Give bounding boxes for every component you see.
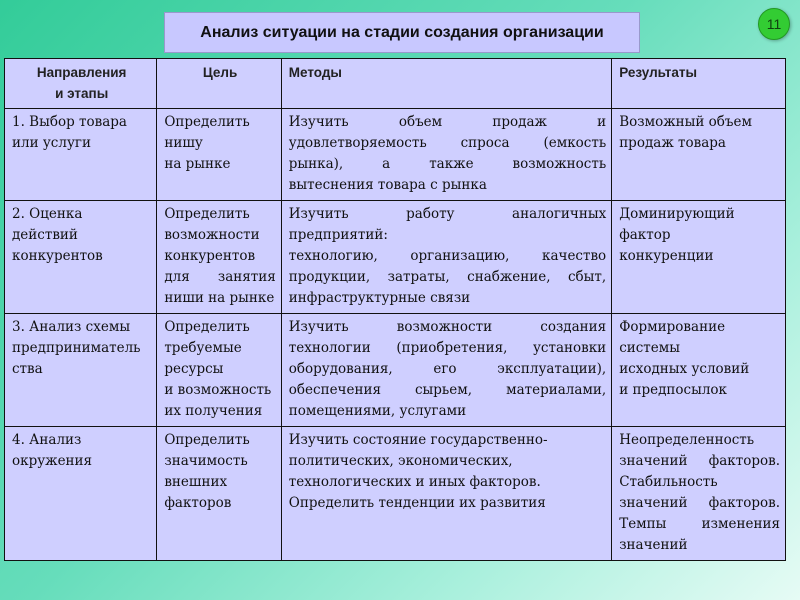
cell-line: ресурсы [164, 361, 224, 377]
cell-direction [5, 314, 157, 427]
cell-line: рынка), а также возможность [288, 156, 607, 172]
cell-methods [281, 427, 611, 561]
cell-line: значений факторов. [619, 495, 780, 511]
cell-line: продукции, затраты, снабжение, сбыт, [288, 269, 607, 285]
cell-line: значимость [164, 453, 248, 469]
cell-results [612, 201, 786, 314]
cell-line: Стабильность [619, 474, 718, 490]
cell-line: Доминирующий [619, 206, 735, 222]
cell-line: продаж товара [619, 135, 726, 151]
table-row [5, 427, 786, 561]
header-methods: Методы [281, 59, 611, 109]
cell-goal [157, 427, 281, 561]
cell-line: внешних [164, 474, 228, 490]
cell-line: ниши на рынке [164, 290, 275, 306]
cell-results [612, 427, 786, 561]
cell-line: Определить [164, 432, 250, 448]
cell-line: технологических и иных факторов. [288, 474, 541, 490]
cell-line: Изучить объем продаж и [288, 114, 607, 130]
cell-line: окружения [12, 453, 93, 469]
cell-goal [157, 109, 281, 201]
cell-line: факторов [164, 495, 232, 511]
cell-line: системы [619, 340, 681, 356]
cell-line: Неопределенность [619, 432, 755, 448]
cell-line: значений факторов. [619, 453, 780, 469]
cell-line: технологии (приобретения, установки [288, 340, 607, 356]
cell-line: помещениями, услугами [288, 403, 467, 419]
cell-line: обеспечения сырьем, материалами, [288, 382, 607, 398]
cell-line: предприятий: [288, 227, 388, 243]
cell-line: Изучить работу аналогичных [288, 206, 607, 222]
cell-line: конкурентов [164, 248, 256, 264]
cell-line: или услуги [12, 135, 91, 151]
table-row [5, 201, 786, 314]
header-directions [5, 59, 157, 109]
page-number-badge: 11 [758, 8, 790, 40]
cell-line: исходных условий [619, 361, 750, 377]
cell-methods [281, 314, 611, 427]
cell-results [612, 109, 786, 201]
cell-line: значений [619, 537, 688, 553]
header-directions-line: и этапы [55, 86, 109, 101]
cell-line: технологию, организацию, качество [288, 248, 607, 264]
cell-line: политических, экономических, [288, 453, 513, 469]
cell-line: инфраструктурные связи [288, 290, 471, 306]
header-results: Результаты [612, 59, 786, 109]
cell-direction [5, 201, 157, 314]
cell-direction [5, 427, 157, 561]
cell-line: для занятия [164, 269, 276, 285]
cell-line: Изучить возможности создания [288, 319, 607, 335]
cell-direction [5, 109, 157, 201]
cell-line: 4. Анализ [12, 432, 82, 448]
cell-line: требуемые [164, 340, 242, 356]
cell-line: Определить тенденции их развития [288, 495, 546, 511]
cell-line: Определить [164, 114, 250, 130]
cell-line: их получения [164, 403, 263, 419]
cell-line: предприниматель [12, 340, 141, 356]
cell-methods [281, 109, 611, 201]
cell-line: 1. Выбор товара [12, 114, 127, 130]
cell-goal [157, 314, 281, 427]
cell-line: Темпы изменения [619, 516, 780, 532]
slide-title: Анализ ситуации на стадии создания организации [164, 12, 640, 53]
cell-line: Определить [164, 319, 250, 335]
cell-line: вытеснения товара с рынка [288, 177, 487, 193]
cell-line: и возможность [164, 382, 272, 398]
cell-line: конкурентов [12, 248, 103, 264]
cell-line: нишу [164, 135, 203, 151]
header-directions-line: Направления [36, 65, 127, 80]
cell-line: возможности [164, 227, 260, 243]
cell-results [612, 314, 786, 427]
cell-line: на рынке [164, 156, 231, 172]
cell-line: фактор [619, 227, 671, 243]
cell-line: 2. Оценка [12, 206, 83, 222]
table-row [5, 109, 786, 201]
cell-line: 3. Анализ схемы [12, 319, 131, 335]
cell-line: и предпосылок [619, 382, 727, 398]
cell-methods [281, 201, 611, 314]
cell-line: оборудования, его эксплуатации), [288, 361, 607, 377]
cell-line: Формирование [619, 319, 726, 335]
cell-line: Возможный объем [619, 114, 753, 130]
cell-line: ства [12, 361, 43, 377]
table-row [5, 314, 786, 427]
cell-line: действий [12, 227, 78, 243]
cell-line: удовлетворяемость спроса (емкость [288, 135, 607, 151]
cell-goal [157, 201, 281, 314]
table-header-row [5, 59, 786, 109]
analysis-table [4, 58, 786, 561]
cell-line: конкуренции [619, 248, 714, 264]
cell-line: Изучить состояние государственно- [288, 432, 548, 448]
header-goal: Цель [157, 59, 281, 109]
cell-line: Определить [164, 206, 250, 222]
